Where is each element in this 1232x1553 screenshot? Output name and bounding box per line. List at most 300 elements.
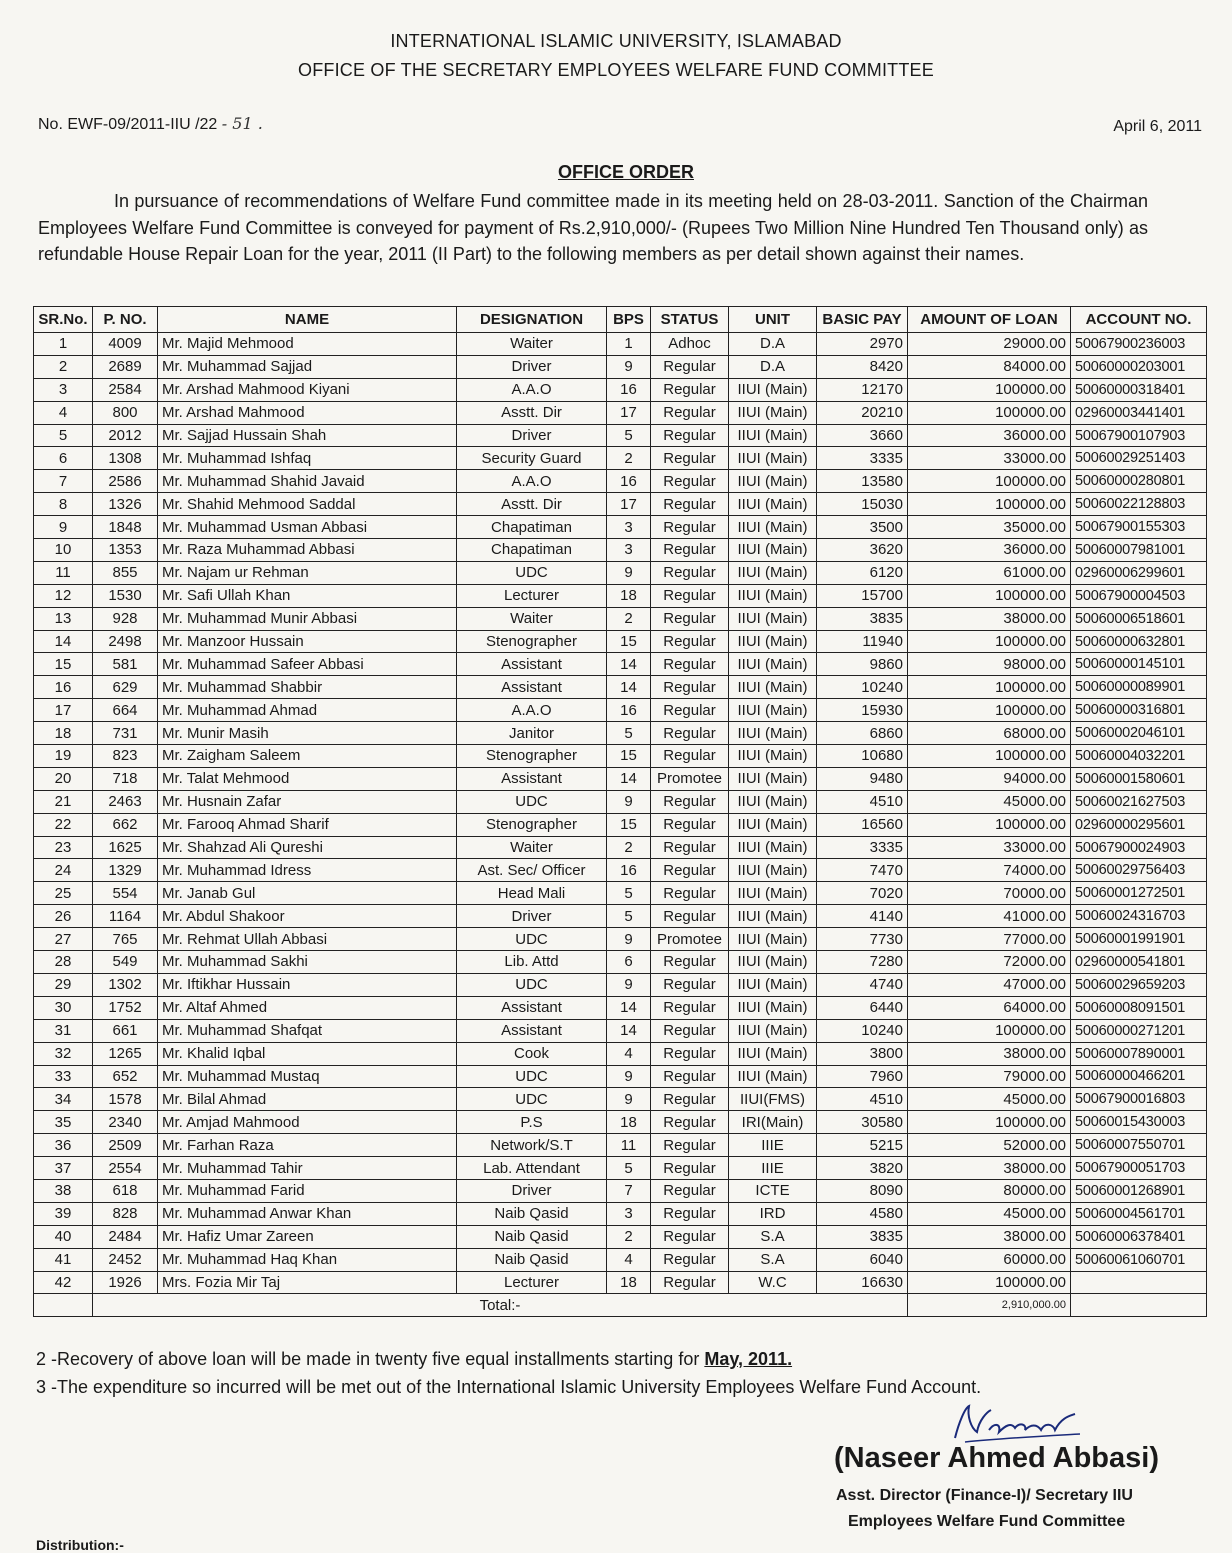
cell-unit: IIUI (Main) <box>729 584 817 607</box>
cell-bps: 3 <box>607 1202 651 1225</box>
table-row <box>34 745 1207 768</box>
cell-name: Mr. Muhammad Safeer Abbasi <box>158 653 457 676</box>
cell-designation: Assistant <box>457 996 607 1019</box>
cell-account-no: 50060029756403 <box>1071 859 1207 882</box>
cell-sr-no: 33 <box>34 1065 93 1088</box>
cell-sr-no: 11 <box>34 561 93 584</box>
cell-status: Regular <box>651 1111 729 1134</box>
cell-basic-pay: 3335 <box>817 447 908 470</box>
cell-unit: IIUI (Main) <box>729 653 817 676</box>
column-header-designation: DESIGNATION <box>457 307 607 333</box>
table-row <box>34 470 1207 493</box>
cell-unit: IIUI (Main) <box>729 424 817 447</box>
cell-designation: Cook <box>457 1042 607 1065</box>
cell-sr-no: 6 <box>34 447 93 470</box>
cell-account-no: 50060004561701 <box>1071 1202 1207 1225</box>
cell-account-no: 50060008091501 <box>1071 996 1207 1019</box>
cell-bps: 6 <box>607 951 651 974</box>
cell-status: Regular <box>651 859 729 882</box>
cell-basic-pay: 3820 <box>817 1157 908 1180</box>
cell-account-no: 50067900155303 <box>1071 516 1207 539</box>
cell-designation: Driver <box>457 905 607 928</box>
cell-loan-amount: 60000.00 <box>908 1248 1071 1271</box>
cell-bps: 7 <box>607 1179 651 1202</box>
cell-status: Regular <box>651 1065 729 1088</box>
cell-sr-no: 5 <box>34 424 93 447</box>
table-row <box>34 767 1207 790</box>
cell-basic-pay: 4510 <box>817 1088 908 1111</box>
cell-name: Mr. Shahid Mehmood Saddal <box>158 493 457 516</box>
total-blank <box>34 1294 93 1317</box>
cell-loan-amount: 100000.00 <box>908 676 1071 699</box>
cell-basic-pay: 2970 <box>817 333 908 356</box>
cell-unit: IIUI (Main) <box>729 1019 817 1042</box>
cell-account-no: 50060000145101 <box>1071 653 1207 676</box>
cell-unit: IIUI (Main) <box>729 493 817 516</box>
table-header-row <box>34 307 1207 333</box>
cell-name: Mr. Iftikhar Hussain <box>158 973 457 996</box>
cell-sr-no: 20 <box>34 767 93 790</box>
cell-unit: IIUI (Main) <box>729 516 817 539</box>
cell-status: Regular <box>651 470 729 493</box>
column-header-name: NAME <box>158 307 457 333</box>
cell-unit: IIUI (Main) <box>729 928 817 951</box>
cell-sr-no: 39 <box>34 1202 93 1225</box>
cell-sr-no: 37 <box>34 1157 93 1180</box>
column-header-p-no: P. NO. <box>93 307 158 333</box>
cell-loan-amount: 100000.00 <box>908 630 1071 653</box>
cell-status: Regular <box>651 1134 729 1157</box>
cell-account-no: 02960000541801 <box>1071 951 1207 974</box>
cell-name: Mr. Muhammad Mustaq <box>158 1065 457 1088</box>
cell-designation: Chapatiman <box>457 516 607 539</box>
cell-p-no: 718 <box>93 767 158 790</box>
cell-bps: 5 <box>607 905 651 928</box>
cell-p-no: 1752 <box>93 996 158 1019</box>
cell-designation: Driver <box>457 424 607 447</box>
cell-name: Mr. Rehmat Ullah Abbasi <box>158 928 457 951</box>
cell-p-no: 2463 <box>93 790 158 813</box>
cell-bps: 18 <box>607 1271 651 1294</box>
cell-account-no: 50060029659203 <box>1071 973 1207 996</box>
cell-status: Regular <box>651 607 729 630</box>
cell-loan-amount: 74000.00 <box>908 859 1071 882</box>
cell-unit: IIIE <box>729 1134 817 1157</box>
cell-status: Regular <box>651 745 729 768</box>
cell-sr-no: 19 <box>34 745 93 768</box>
cell-account-no: 50060022128803 <box>1071 493 1207 516</box>
table-row <box>34 928 1207 951</box>
cell-name: Mr. Majid Mehmood <box>158 333 457 356</box>
cell-loan-amount: 45000.00 <box>908 1202 1071 1225</box>
cell-designation: Assistant <box>457 676 607 699</box>
cell-loan-amount: 100000.00 <box>908 470 1071 493</box>
cell-unit: IIUI (Main) <box>729 745 817 768</box>
cell-name: Mr. Amjad Mahmood <box>158 1111 457 1134</box>
cell-designation: Network/S.T <box>457 1134 607 1157</box>
total-row <box>34 1294 1207 1317</box>
cell-designation: UDC <box>457 1065 607 1088</box>
cell-bps: 2 <box>607 836 651 859</box>
cell-p-no: 928 <box>93 607 158 630</box>
cell-status: Regular <box>651 996 729 1019</box>
cell-unit: IIUI(FMS) <box>729 1088 817 1111</box>
table-row <box>34 355 1207 378</box>
cell-loan-amount: 100000.00 <box>908 1271 1071 1294</box>
cell-basic-pay: 16630 <box>817 1271 908 1294</box>
cell-bps: 18 <box>607 1111 651 1134</box>
cell-p-no: 662 <box>93 813 158 836</box>
cell-status: Regular <box>651 1157 729 1180</box>
column-header-basic-pay: BASIC PAY <box>817 307 908 333</box>
table-row <box>34 996 1207 1019</box>
cell-basic-pay: 3620 <box>817 539 908 562</box>
cell-p-no: 2584 <box>93 378 158 401</box>
cell-p-no: 618 <box>93 1179 158 1202</box>
cell-status: Regular <box>651 1248 729 1271</box>
table-row <box>34 333 1207 356</box>
cell-basic-pay: 30580 <box>817 1111 908 1134</box>
cell-status: Regular <box>651 539 729 562</box>
cell-basic-pay: 10680 <box>817 745 908 768</box>
expenditure-paragraph: 3 -The expenditure so incurred will be met out of the International Islamic University Employees Welfare Fund Account. <box>36 1377 982 1397</box>
cell-loan-amount: 38000.00 <box>908 1042 1071 1065</box>
cell-bps: 3 <box>607 516 651 539</box>
cell-name: Mr. Raza Muhammad Abbasi <box>158 539 457 562</box>
cell-basic-pay: 4510 <box>817 790 908 813</box>
cell-p-no: 828 <box>93 1202 158 1225</box>
cell-loan-amount: 100000.00 <box>908 813 1071 836</box>
table-row <box>34 813 1207 836</box>
cell-p-no: 731 <box>93 722 158 745</box>
reference-handwritten: - 51 . <box>221 114 263 133</box>
cell-basic-pay: 9480 <box>817 767 908 790</box>
cell-designation: Head Mali <box>457 882 607 905</box>
cell-status: Regular <box>651 1042 729 1065</box>
cell-account-no: 50060024316703 <box>1071 905 1207 928</box>
cell-designation: Naib Qasid <box>457 1248 607 1271</box>
cell-unit: IIUI (Main) <box>729 767 817 790</box>
cell-basic-pay: 12170 <box>817 378 908 401</box>
column-header-status: STATUS <box>651 307 729 333</box>
cell-unit: S.A <box>729 1248 817 1271</box>
cell-bps: 14 <box>607 676 651 699</box>
cell-p-no: 823 <box>93 745 158 768</box>
cell-status: Regular <box>651 1271 729 1294</box>
cell-bps: 2 <box>607 447 651 470</box>
cell-account-no: 50060004032201 <box>1071 745 1207 768</box>
cell-sr-no: 3 <box>34 378 93 401</box>
cell-unit: IIUI (Main) <box>729 951 817 974</box>
cell-loan-amount: 84000.00 <box>908 355 1071 378</box>
cell-account-no: 50060029251403 <box>1071 447 1207 470</box>
cell-p-no: 4009 <box>93 333 158 356</box>
cell-bps: 17 <box>607 493 651 516</box>
cell-sr-no: 36 <box>34 1134 93 1157</box>
cell-loan-amount: 100000.00 <box>908 378 1071 401</box>
cell-sr-no: 38 <box>34 1179 93 1202</box>
cell-account-no <box>1071 1271 1207 1294</box>
cell-p-no: 1848 <box>93 516 158 539</box>
recovery-start-month: May, 2011. <box>704 1349 793 1369</box>
cell-status: Regular <box>651 630 729 653</box>
cell-status: Regular <box>651 516 729 539</box>
cell-loan-amount: 100000.00 <box>908 699 1071 722</box>
cell-loan-amount: 61000.00 <box>908 561 1071 584</box>
cell-sr-no: 34 <box>34 1088 93 1111</box>
cell-loan-amount: 33000.00 <box>908 836 1071 859</box>
cell-designation: UDC <box>457 561 607 584</box>
cell-account-no: 50060021627503 <box>1071 790 1207 813</box>
table-row <box>34 1248 1207 1271</box>
cell-loan-amount: 38000.00 <box>908 1157 1071 1180</box>
cell-name: Mr. Sajjad Hussain Shah <box>158 424 457 447</box>
cell-loan-amount: 35000.00 <box>908 516 1071 539</box>
cell-loan-amount: 52000.00 <box>908 1134 1071 1157</box>
cell-bps: 17 <box>607 401 651 424</box>
cell-p-no: 2340 <box>93 1111 158 1134</box>
cell-loan-amount: 100000.00 <box>908 401 1071 424</box>
cell-basic-pay: 3500 <box>817 516 908 539</box>
cell-account-no: 50060006518601 <box>1071 607 1207 630</box>
cell-unit: IIUI (Main) <box>729 1042 817 1065</box>
cell-account-no: 50067900024903 <box>1071 836 1207 859</box>
cell-unit: IIUI (Main) <box>729 699 817 722</box>
reference-number-text: No. EWF-09/2011-IIU /22 <box>38 116 218 133</box>
cell-name: Mr. Muhammad Shabbir <box>158 676 457 699</box>
cell-name: Mr. Arshad Mahmood <box>158 401 457 424</box>
cell-basic-pay: 3660 <box>817 424 908 447</box>
table-row <box>34 424 1207 447</box>
cell-sr-no: 26 <box>34 905 93 928</box>
cell-bps: 3 <box>607 539 651 562</box>
cell-designation: Stenographer <box>457 813 607 836</box>
cell-status: Regular <box>651 561 729 584</box>
recovery-paragraph <box>36 1349 792 1370</box>
cell-basic-pay: 3835 <box>817 607 908 630</box>
cell-sr-no: 21 <box>34 790 93 813</box>
cell-p-no: 1265 <box>93 1042 158 1065</box>
signatory-name: (Naseer Ahmed Abbasi) <box>834 1442 1159 1474</box>
cell-loan-amount: 33000.00 <box>908 447 1071 470</box>
table-row <box>34 1202 1207 1225</box>
table-row <box>34 539 1207 562</box>
total-amount: 2,910,000.00 <box>908 1294 1071 1317</box>
cell-unit: IIUI (Main) <box>729 790 817 813</box>
cell-designation: Assistant <box>457 767 607 790</box>
cell-p-no: 2509 <box>93 1134 158 1157</box>
cell-bps: 15 <box>607 745 651 768</box>
cell-bps: 9 <box>607 790 651 813</box>
table-row <box>34 584 1207 607</box>
cell-bps: 16 <box>607 859 651 882</box>
cell-name: Mr. Talat Mehmood <box>158 767 457 790</box>
cell-loan-amount: 41000.00 <box>908 905 1071 928</box>
cell-designation: UDC <box>457 928 607 951</box>
table-row <box>34 1271 1207 1294</box>
cell-bps: 14 <box>607 1019 651 1042</box>
cell-status: Regular <box>651 1225 729 1248</box>
cell-p-no: 554 <box>93 882 158 905</box>
cell-loan-amount: 79000.00 <box>908 1065 1071 1088</box>
cell-loan-amount: 100000.00 <box>908 745 1071 768</box>
cell-sr-no: 7 <box>34 470 93 493</box>
cell-bps: 1 <box>607 333 651 356</box>
cell-designation: Asstt. Dir <box>457 401 607 424</box>
cell-account-no: 50060000203001 <box>1071 355 1207 378</box>
cell-sr-no: 8 <box>34 493 93 516</box>
cell-designation: Lecturer <box>457 584 607 607</box>
table-row <box>34 1134 1207 1157</box>
cell-basic-pay: 8420 <box>817 355 908 378</box>
cell-unit: IIUI (Main) <box>729 378 817 401</box>
cell-account-no: 50067900107903 <box>1071 424 1207 447</box>
cell-unit: W.C <box>729 1271 817 1294</box>
cell-basic-pay: 6120 <box>817 561 908 584</box>
cell-status: Regular <box>651 584 729 607</box>
cell-name: Mr. Muhammad Sakhi <box>158 951 457 974</box>
cell-basic-pay: 15700 <box>817 584 908 607</box>
cell-designation: UDC <box>457 790 607 813</box>
cell-account-no: 50060000318401 <box>1071 378 1207 401</box>
cell-p-no: 1530 <box>93 584 158 607</box>
cell-account-no: 50067900051703 <box>1071 1157 1207 1180</box>
cell-p-no: 1164 <box>93 905 158 928</box>
cell-designation: Security Guard <box>457 447 607 470</box>
cell-loan-amount: 100000.00 <box>908 1111 1071 1134</box>
cell-unit: IIUI (Main) <box>729 401 817 424</box>
reference-number <box>38 114 263 134</box>
cell-designation: A.A.O <box>457 470 607 493</box>
cell-status: Regular <box>651 424 729 447</box>
cell-sr-no: 10 <box>34 539 93 562</box>
cell-loan-amount: 38000.00 <box>908 1225 1071 1248</box>
cell-designation: UDC <box>457 973 607 996</box>
cell-designation: Naib Qasid <box>457 1225 607 1248</box>
cell-designation: Janitor <box>457 722 607 745</box>
cell-account-no: 50060000280801 <box>1071 470 1207 493</box>
cell-sr-no: 4 <box>34 401 93 424</box>
cell-p-no: 629 <box>93 676 158 699</box>
column-header-bps: BPS <box>607 307 651 333</box>
cell-account-no: 50067900004503 <box>1071 584 1207 607</box>
cell-unit: IIUI (Main) <box>729 905 817 928</box>
cell-unit: IIUI (Main) <box>729 882 817 905</box>
cell-status: Regular <box>651 973 729 996</box>
cell-status: Promotee <box>651 928 729 951</box>
cell-sr-no: 13 <box>34 607 93 630</box>
cell-account-no: 50060001272501 <box>1071 882 1207 905</box>
cell-bps: 15 <box>607 813 651 836</box>
cell-basic-pay: 20210 <box>817 401 908 424</box>
cell-basic-pay: 7020 <box>817 882 908 905</box>
cell-unit: IIUI (Main) <box>729 607 817 630</box>
cell-bps: 9 <box>607 1088 651 1111</box>
cell-account-no: 50060015430003 <box>1071 1111 1207 1134</box>
cell-name: Mr. Muhammad Anwar Khan <box>158 1202 457 1225</box>
cell-sr-no: 25 <box>34 882 93 905</box>
total-label: Total:- <box>93 1294 908 1317</box>
cell-bps: 14 <box>607 653 651 676</box>
cell-bps: 4 <box>607 1042 651 1065</box>
table-row <box>34 790 1207 813</box>
cell-bps: 16 <box>607 470 651 493</box>
cell-sr-no: 29 <box>34 973 93 996</box>
cell-name: Mr. Muhammad Ishfaq <box>158 447 457 470</box>
cell-bps: 11 <box>607 1134 651 1157</box>
cell-designation: Ast. Sec/ Officer <box>457 859 607 882</box>
cell-p-no: 1302 <box>93 973 158 996</box>
cell-name: Mr. Khalid Iqbal <box>158 1042 457 1065</box>
cell-p-no: 800 <box>93 401 158 424</box>
cell-designation: Driver <box>457 1179 607 1202</box>
cell-status: Regular <box>651 722 729 745</box>
cell-status: Regular <box>651 447 729 470</box>
cell-loan-amount: 45000.00 <box>908 790 1071 813</box>
cell-sr-no: 40 <box>34 1225 93 1248</box>
cell-name: Mr. Muhammad Tahir <box>158 1157 457 1180</box>
order-paragraph <box>38 188 1148 268</box>
cell-name: Mrs. Fozia Mir Taj <box>158 1271 457 1294</box>
cell-basic-pay: 6440 <box>817 996 908 1019</box>
cell-bps: 2 <box>607 607 651 630</box>
university-name: INTERNATIONAL ISLAMIC UNIVERSITY, ISLAMABAD <box>390 31 842 51</box>
cell-designation: P.S <box>457 1111 607 1134</box>
cell-p-no: 2554 <box>93 1157 158 1180</box>
cell-name: Mr. Muhammad Usman Abbasi <box>158 516 457 539</box>
cell-unit: IIUI (Main) <box>729 539 817 562</box>
cell-status: Regular <box>651 401 729 424</box>
cell-status: Regular <box>651 790 729 813</box>
cell-name: Mr. Muhammad Haq Khan <box>158 1248 457 1271</box>
cell-name: Mr. Abdul Shakoor <box>158 905 457 928</box>
cell-p-no: 2586 <box>93 470 158 493</box>
cell-status: Regular <box>651 378 729 401</box>
cell-bps: 5 <box>607 722 651 745</box>
table-row <box>34 722 1207 745</box>
cell-name: Mr. Muhammad Munir Abbasi <box>158 607 457 630</box>
cell-sr-no: 15 <box>34 653 93 676</box>
loan-table <box>33 306 1207 1317</box>
cell-unit: IIUI (Main) <box>729 836 817 859</box>
table-row <box>34 859 1207 882</box>
cell-unit: S.A <box>729 1225 817 1248</box>
cell-loan-amount: 100000.00 <box>908 584 1071 607</box>
cell-bps: 9 <box>607 1065 651 1088</box>
cell-unit: IIUI (Main) <box>729 813 817 836</box>
cell-name: Mr. Shahzad Ali Qureshi <box>158 836 457 859</box>
cell-designation: Waiter <box>457 333 607 356</box>
cell-unit: D.A <box>729 333 817 356</box>
cell-loan-amount: 45000.00 <box>908 1088 1071 1111</box>
column-header-unit: UNIT <box>729 307 817 333</box>
cell-bps: 9 <box>607 355 651 378</box>
cell-status: Regular <box>651 493 729 516</box>
cell-name: Mr. Muhammad Idress <box>158 859 457 882</box>
cell-unit: IIUI (Main) <box>729 676 817 699</box>
cell-account-no: 02960006299601 <box>1071 561 1207 584</box>
cell-bps: 18 <box>607 584 651 607</box>
cell-loan-amount: 29000.00 <box>908 333 1071 356</box>
cell-account-no: 50060001580601 <box>1071 767 1207 790</box>
cell-status: Regular <box>651 951 729 974</box>
table-row <box>34 676 1207 699</box>
cell-bps: 14 <box>607 767 651 790</box>
cell-name: Mr. Muhammad Shafqat <box>158 1019 457 1042</box>
order-date: April 6, 2011 <box>1113 118 1202 135</box>
cell-designation: A.A.O <box>457 699 607 722</box>
cell-basic-pay: 6040 <box>817 1248 908 1271</box>
